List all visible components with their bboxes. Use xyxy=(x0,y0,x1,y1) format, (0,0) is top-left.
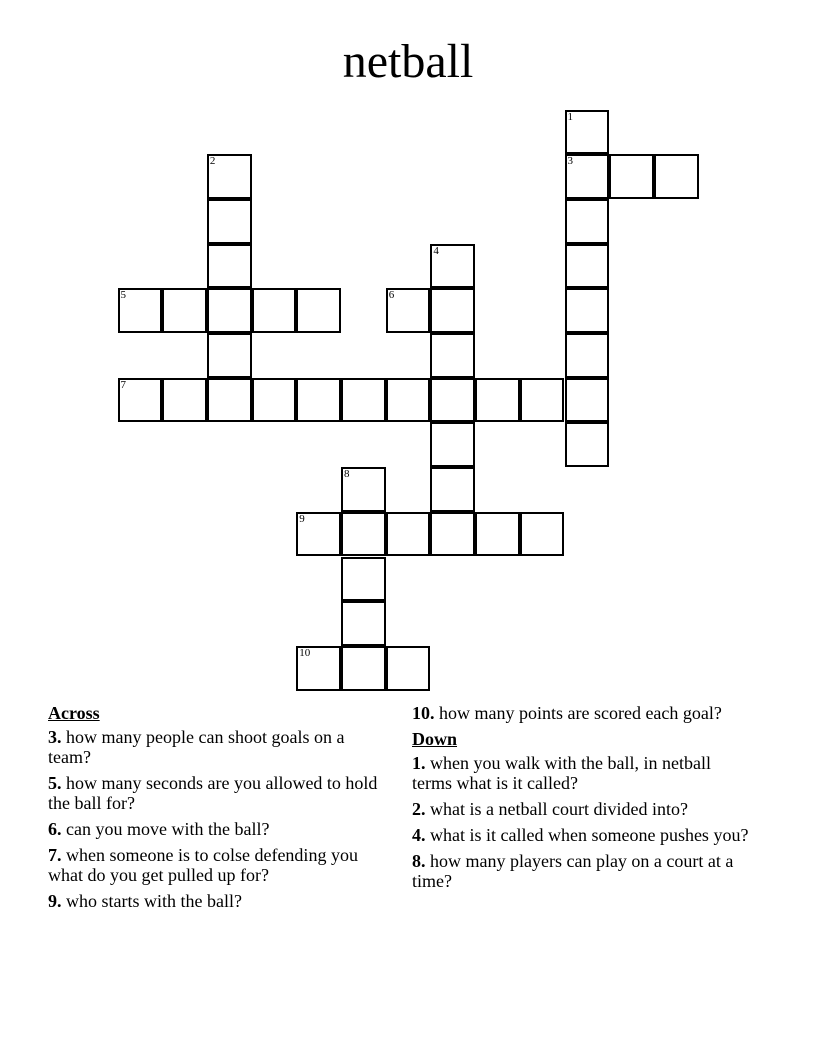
crossword-cell[interactable] xyxy=(565,199,610,244)
crossword-cell[interactable] xyxy=(565,110,610,155)
crossword-cell[interactable] xyxy=(430,244,475,289)
clue-down-8: 8. how many players can play on a court at a time? xyxy=(412,851,734,891)
crossword-cell[interactable] xyxy=(341,378,386,423)
clue-number: 1 xyxy=(567,110,573,123)
clue-down-2: 2. what is a netball court divided into? xyxy=(412,799,688,819)
crossword-cell[interactable] xyxy=(341,646,386,691)
crossword-cell[interactable] xyxy=(386,512,431,557)
crossword-cell[interactable] xyxy=(162,378,207,423)
clues-column-left xyxy=(48,703,388,917)
crossword-cell[interactable] xyxy=(341,467,386,512)
crossword-cell[interactable] xyxy=(520,512,565,557)
crossword-cell[interactable] xyxy=(475,378,520,423)
crossword-cell[interactable] xyxy=(341,601,386,646)
crossword-cell[interactable] xyxy=(565,154,610,199)
crossword-cell[interactable] xyxy=(386,378,431,423)
crossword-cell[interactable] xyxy=(162,288,207,333)
crossword-cell[interactable] xyxy=(207,378,252,423)
crossword-cell[interactable] xyxy=(565,244,610,289)
crossword-cell[interactable] xyxy=(430,378,475,423)
crossword-cell[interactable] xyxy=(565,378,610,423)
crossword-cell[interactable] xyxy=(207,288,252,333)
crossword-cell[interactable] xyxy=(207,333,252,378)
crossword-cell[interactable] xyxy=(475,512,520,557)
clue-number: 6 xyxy=(388,289,395,302)
crossword-cell[interactable] xyxy=(430,512,475,557)
crossword-cell[interactable] xyxy=(296,288,341,333)
crossword-cell[interactable] xyxy=(118,288,163,333)
clue-across-5: 5. how many seconds are you allowed to hold the ball for? xyxy=(48,773,378,813)
crossword-cell[interactable] xyxy=(296,378,341,423)
crossword-cell[interactable] xyxy=(207,244,252,289)
crossword-cell[interactable] xyxy=(430,288,475,333)
clue-number: 2 xyxy=(209,155,216,168)
crossword-cell[interactable] xyxy=(118,378,163,423)
clue-number: 5 xyxy=(120,289,126,302)
clue-number: 7 xyxy=(120,378,126,391)
crossword-cell[interactable] xyxy=(520,378,565,423)
crossword-cell[interactable] xyxy=(207,199,252,244)
crossword-cell[interactable] xyxy=(252,378,297,423)
crossword-cell[interactable] xyxy=(252,288,297,333)
clue-number: 4 xyxy=(433,244,439,257)
down-heading: Down xyxy=(412,729,458,749)
crossword-cell[interactable] xyxy=(565,422,610,467)
clue-down-4: 4. what is it called when someone pushes you? xyxy=(412,825,749,845)
page-title: netball xyxy=(342,35,474,88)
crossword-cell[interactable] xyxy=(565,288,610,333)
crossword-cell[interactable] xyxy=(430,467,475,512)
crossword-cell[interactable] xyxy=(430,422,475,467)
crossword-cell[interactable] xyxy=(430,333,475,378)
crossword-cell[interactable] xyxy=(386,288,431,333)
across-heading: Across xyxy=(48,703,100,723)
clue-across-7: 7. when someone is to colse defending you what do you get pulled up for? xyxy=(48,845,358,885)
crossword-cell[interactable] xyxy=(341,512,386,557)
crossword-cell[interactable] xyxy=(341,557,386,602)
crossword-cell[interactable] xyxy=(207,154,252,199)
crossword-cell[interactable] xyxy=(565,333,610,378)
clue-across-3: 3. how many people can shoot goals on a team? xyxy=(48,727,345,767)
clue-number: 10 xyxy=(299,646,311,659)
clue-number: 9 xyxy=(299,512,305,525)
crossword-cell[interactable] xyxy=(609,154,654,199)
crossword-cell[interactable] xyxy=(296,646,341,691)
clue-number: 3 xyxy=(567,155,573,168)
clue-across-9: 9. who starts with the ball? xyxy=(48,891,242,911)
clue-across-10: 10. how many points are scored each goal? xyxy=(412,703,722,723)
crossword-cell[interactable] xyxy=(386,646,431,691)
clue-across-6: 6. can you move with the ball? xyxy=(48,819,270,839)
crossword-cell[interactable] xyxy=(296,512,341,557)
clues-column-right xyxy=(412,703,752,897)
clue-number: 8 xyxy=(344,468,350,481)
crossword-cell[interactable] xyxy=(654,154,699,199)
clue-down-1: 1. when you walk with the ball, in netball terms what is it called? xyxy=(412,753,711,793)
